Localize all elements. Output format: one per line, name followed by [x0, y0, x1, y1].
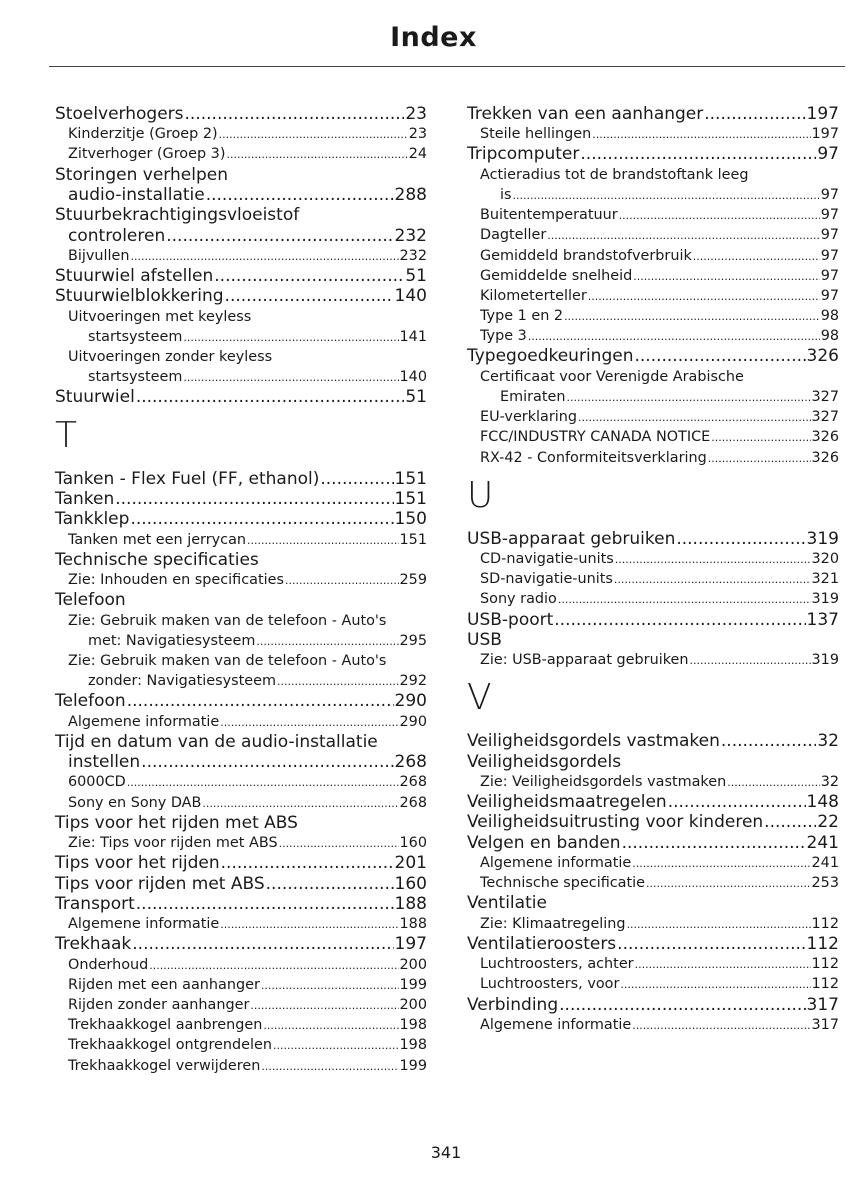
index-subentry: Certificaat voor Verenigde Arabische: [480, 368, 744, 385]
index-entry[interactable]: Stuurwiel ..... 51: [55, 387, 427, 407]
index-subentry[interactable]: Luchtroosters, achter ..... 112: [467, 954, 839, 974]
index-entry[interactable]: Veiligheidsmaatregelen ..... 148: [467, 792, 839, 812]
index-subentry[interactable]: CD-navigatie-units ..... 320: [467, 549, 839, 569]
index-subentry-continued[interactable]: startsysteem ..... 141: [55, 327, 427, 347]
index-subentry[interactable]: Type 3 ..... 98: [467, 326, 839, 346]
index-entry: Storingen verhelpen: [55, 164, 228, 185]
index-entry[interactable]: USB-apparaat gebruiken ..... 319: [467, 529, 839, 549]
index-entry[interactable]: Tripcomputer ..... 97: [467, 144, 839, 164]
page-title: Index: [390, 22, 477, 53]
index-subentry[interactable]: Kilometerteller ..... 97: [467, 286, 839, 306]
index-entry: Tijd en datum van de audio-installatie: [55, 731, 378, 752]
index-column-right: [467, 104, 839, 1035]
index-subentry[interactable]: Bijvullen ..... 232: [55, 246, 427, 266]
index-entry[interactable]: Tanken - Flex Fuel (FF, ethanol) ..... 151: [55, 469, 427, 489]
index-entry-continued[interactable]: instellen ..... 268: [55, 752, 427, 772]
index-entry[interactable]: USB-poort ..... 137: [467, 610, 839, 630]
index-entry[interactable]: Trekken van een aanhanger ..... 197: [467, 104, 839, 124]
index-subentry[interactable]: Rijden zonder aanhanger ..... 200: [55, 995, 427, 1015]
index-entry[interactable]: Velgen en banden ..... 241: [467, 833, 839, 853]
index-subentry[interactable]: Algemene informatie ..... 188: [55, 914, 427, 934]
index-subentry[interactable]: Onderhoud ..... 200: [55, 955, 427, 975]
index-entry[interactable]: Telefoon ..... 290: [55, 691, 427, 711]
index-subentry: Uitvoeringen met keyless: [68, 308, 252, 325]
index-entry[interactable]: Tips voor rijden met ABS ..... 160: [55, 874, 427, 894]
index-entry-continued[interactable]: audio-installatie ..... 288: [55, 185, 427, 205]
index-subentry[interactable]: Gemiddeld brandstofverbruik ..... 97: [467, 246, 839, 266]
index-entry-continued[interactable]: controleren ..... 232: [55, 226, 427, 246]
index-subentry-continued[interactable]: Emiraten ..... 327: [467, 387, 839, 407]
section-letter-t: T: [55, 414, 77, 456]
index-entry: Stuurbekrachtigingsvloeistof: [55, 205, 300, 226]
index-subentry[interactable]: Trekhaakkogel ontgrendelen ..... 198: [55, 1035, 427, 1055]
index-subentry[interactable]: 6000CD ..... 268: [55, 772, 427, 792]
index-subentry: Zie: Gebruik maken van de telefoon - Auto's: [68, 652, 387, 669]
index-entry: Ventilatie: [467, 893, 547, 914]
index-entry[interactable]: Ventilatieroosters ..... 112: [467, 934, 839, 954]
index-subentry[interactable]: Technische specificatie ..... 253: [467, 873, 839, 893]
index-subentry[interactable]: Type 1 en 2 ..... 98: [467, 306, 839, 326]
index-entry[interactable]: Tanken ..... 151: [55, 489, 427, 509]
index-subentry[interactable]: Buitentemperatuur ..... 97: [467, 205, 839, 225]
index-subentry[interactable]: Zie: Klimaatregeling ..... 112: [467, 914, 839, 934]
index-subentry[interactable]: Algemene informatie ..... 241: [467, 853, 839, 873]
index-subentry[interactable]: SD-navigatie-units ..... 321: [467, 569, 839, 589]
index-subentry-continued[interactable]: met: Navigatiesysteem ..... 295: [55, 631, 427, 651]
index-entry[interactable]: Stuurwiel afstellen ..... 51: [55, 266, 427, 286]
index-entry: USB: [467, 629, 502, 650]
index-subentry[interactable]: Zie: Inhouden en specificaties ..... 259: [55, 570, 427, 590]
index-subentry[interactable]: Trekhaakkogel verwijderen ..... 199: [55, 1056, 427, 1076]
index-subentry[interactable]: FCC/INDUSTRY CANADA NOTICE ..... 326: [467, 427, 839, 447]
index-entry[interactable]: Stuurwielblokkering ..... 140: [55, 286, 427, 306]
index-subentry[interactable]: EU-verklaring ..... 327: [467, 407, 839, 427]
index-entry[interactable]: Veiligheidsuitrusting voor kinderen ..... 22: [467, 812, 839, 832]
index-subentry-continued[interactable]: startsysteem ..... 140: [55, 367, 427, 387]
index-column-left: [55, 104, 427, 1076]
index-subentry[interactable]: Zie: USB-apparaat gebruiken ..... 319: [467, 650, 839, 670]
index-subentry[interactable]: Gemiddelde snelheid ..... 97: [467, 266, 839, 286]
index-entry[interactable]: Transport ..... 188: [55, 894, 427, 914]
index-entry[interactable]: Tips voor het rijden ..... 201: [55, 853, 427, 873]
section-letter-u: U: [467, 474, 494, 516]
index-subentry[interactable]: Sony radio ..... 319: [467, 589, 839, 609]
index-subentry[interactable]: Kinderzitje (Groep 2) ..... 23: [55, 124, 427, 144]
index-subentry[interactable]: Rijden met een aanhanger ..... 199: [55, 975, 427, 995]
index-subentry-continued[interactable]: zonder: Navigatiesysteem ..... 292: [55, 671, 427, 691]
index-subentry[interactable]: Steile hellingen ..... 197: [467, 124, 839, 144]
index-entry[interactable]: Verbinding ..... 317: [467, 995, 839, 1015]
index-subentry[interactable]: RX-42 - Conformiteitsverklaring ..... 326: [467, 448, 839, 468]
index-subentry-continued[interactable]: is ..... 97: [467, 185, 839, 205]
index-subentry[interactable]: Luchtroosters, voor ..... 112: [467, 974, 839, 994]
index-subentry[interactable]: Trekhaakkogel aanbrengen ..... 198: [55, 1015, 427, 1035]
index-subentry[interactable]: Zie: Tips voor rijden met ABS ..... 160: [55, 833, 427, 853]
index-entry[interactable]: Veiligheidsgordels vastmaken ..... 32: [467, 731, 839, 751]
index-subentry: Actieradius tot de brandstoftank leeg: [480, 166, 749, 183]
index-subentry: Uitvoeringen zonder keyless: [68, 349, 273, 366]
index-subentry[interactable]: Tanken met een jerrycan ..... 151: [55, 530, 427, 550]
index-entry[interactable]: Trekhaak ..... 197: [55, 934, 427, 954]
index-subentry[interactable]: Algemene informatie ..... 290: [55, 712, 427, 732]
index-entry[interactable]: Tankklep ..... 150: [55, 509, 427, 529]
index-subentry[interactable]: Sony en Sony DAB ..... 268: [55, 793, 427, 813]
section-letter-v: V: [467, 677, 492, 719]
index-subentry[interactable]: Zie: Veiligheidsgordels vastmaken ..... 32: [467, 772, 839, 792]
index-entry: Technische specificaties: [55, 549, 259, 570]
index-subentry[interactable]: Algemene informatie ..... 317: [467, 1015, 839, 1035]
index-subentry: Zie: Gebruik maken van de telefoon - Auto's: [68, 612, 387, 629]
page-number: 341: [430, 1143, 462, 1162]
index-subentry[interactable]: Dagteller ..... 97: [467, 225, 839, 245]
index-entry[interactable]: Stoelverhogers ..... 23: [55, 104, 427, 124]
index-entry: Veiligheidsgordels: [467, 751, 622, 772]
index-subentry[interactable]: Zitverhoger (Groep 3) ..... 24: [55, 144, 427, 164]
title-divider: [49, 66, 845, 67]
index-entry: Tips voor het rijden met ABS: [55, 812, 298, 833]
index-entry[interactable]: Typegoedkeuringen ..... 326: [467, 346, 839, 366]
index-entry: Telefoon: [55, 590, 126, 611]
